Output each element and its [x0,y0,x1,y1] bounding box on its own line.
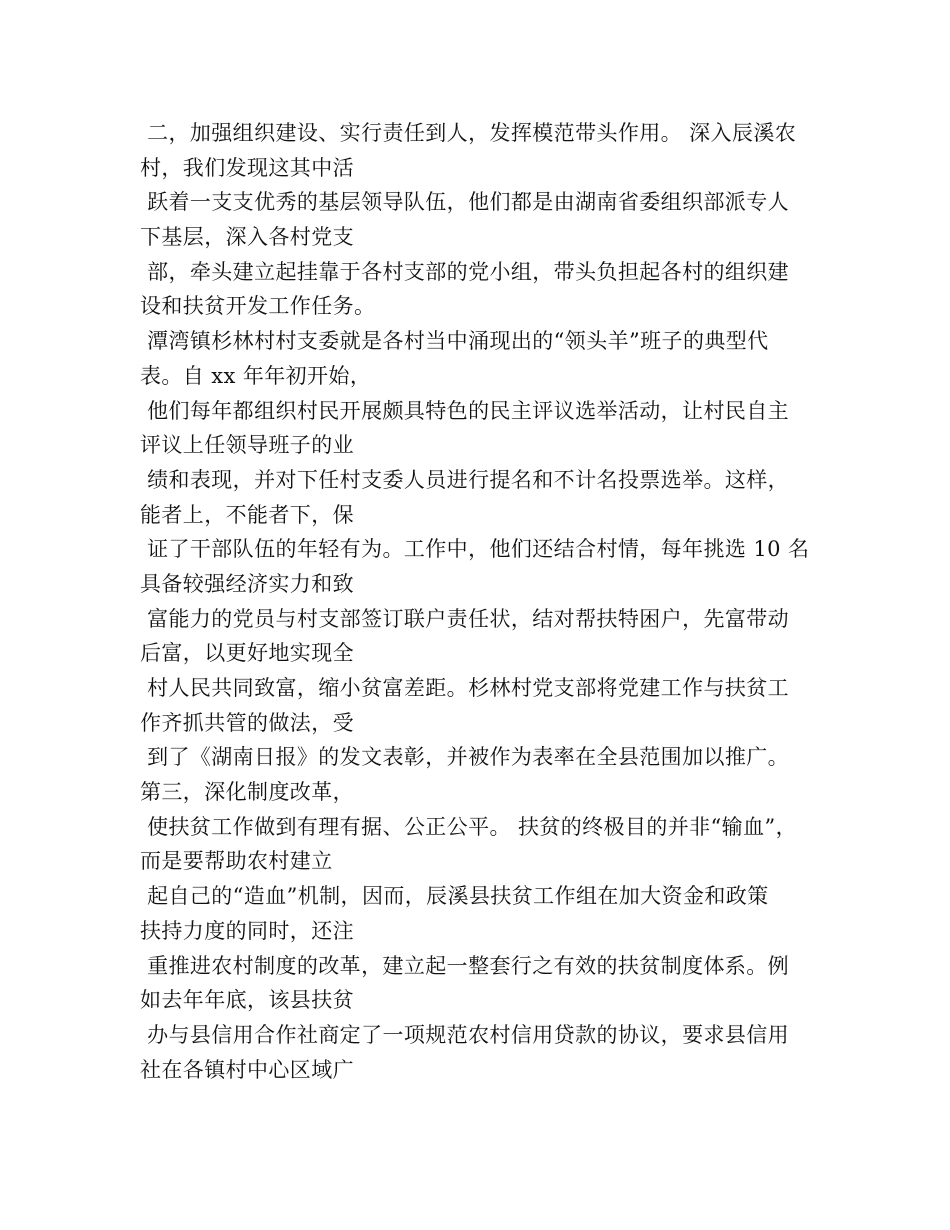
text-line: 使扶贫工作做到有理有据、公正公平。 扶贫的终极目的并非“输血”， [140,814,798,839]
text-line: 作齐抓共管的做法，受 [140,710,354,735]
text-line: 起自己的“造血”机制，因而，辰溪县扶贫工作组在加大资金和政策 [140,884,769,909]
text-line: 二，加强组织建设、实行责任到人，发挥模范带头作用。 深入辰溪农 [140,121,797,145]
text-line: 潭湾镇杉林村村支委就是各村当中涌现出的“领头羊”班子的典型代 [140,329,769,354]
text-line: 扶持力度的同时，还注 [140,918,354,943]
text-line: 他们每年都组织村民开展颇具特色的民主评议选举活动，让村民自主 [140,398,790,423]
text-line: 社在各镇村中心区域广 [140,1057,354,1082]
text-line: 办与县信用合作社商定了一项规范农村信用贷款的协议，要求县信用 [140,1022,790,1047]
text-line: 后富，以更好地实现全 [140,641,354,666]
text-line: 而是要帮助农村建立 [140,849,333,874]
text-line: 如去年年底，该县扶贫 [140,988,354,1013]
text-line: 评议上任领导班子的业 [140,433,354,458]
text-line: 表。自 xx 年年初开始， [140,363,372,388]
text-line: 绩和表现，并对下任村支委人员进行提名和不计名投票选举。这样， [140,467,790,492]
text-line: 证了干部队伍的年轻有为。工作中，他们还结合村情，每年挑选 10 名 [140,537,810,562]
text-line: 村人民共同致富，缩小贫富差距。杉林村党支部将党建工作与扶贫工 [140,676,790,700]
text-line: 第三，深化制度改革， [140,780,354,805]
document-body [140,116,820,1087]
text-line: 部，牵头建立起挂靠于各村支部的党小组，带头负担起各村的组织建 [140,259,790,284]
text-line: 设和扶贫开发工作任务。 [140,294,376,319]
text-line: 到了《湖南日报》的发文表彰，并被作为表率在全县范围加以推广。 [140,745,790,770]
text-line: 重推进农村制度的改革，建立起一整套行之有效的扶贫制度体系。例 [140,953,790,978]
text-line: 村，我们发现这其中活 [140,155,354,180]
text-line: 富能力的党员与村支部签订联户责任状，结对帮扶特困户，先富带动 [140,606,790,631]
text-line: 能者上，不能者下，保 [140,502,354,527]
text-line: 具备较强经济实力和致 [140,571,354,596]
text-line: 跃着一支支优秀的基层领导队伍，他们都是由湖南省委组织部派专人 [140,190,790,215]
text-line: 下基层，深入各村党支 [140,225,354,250]
